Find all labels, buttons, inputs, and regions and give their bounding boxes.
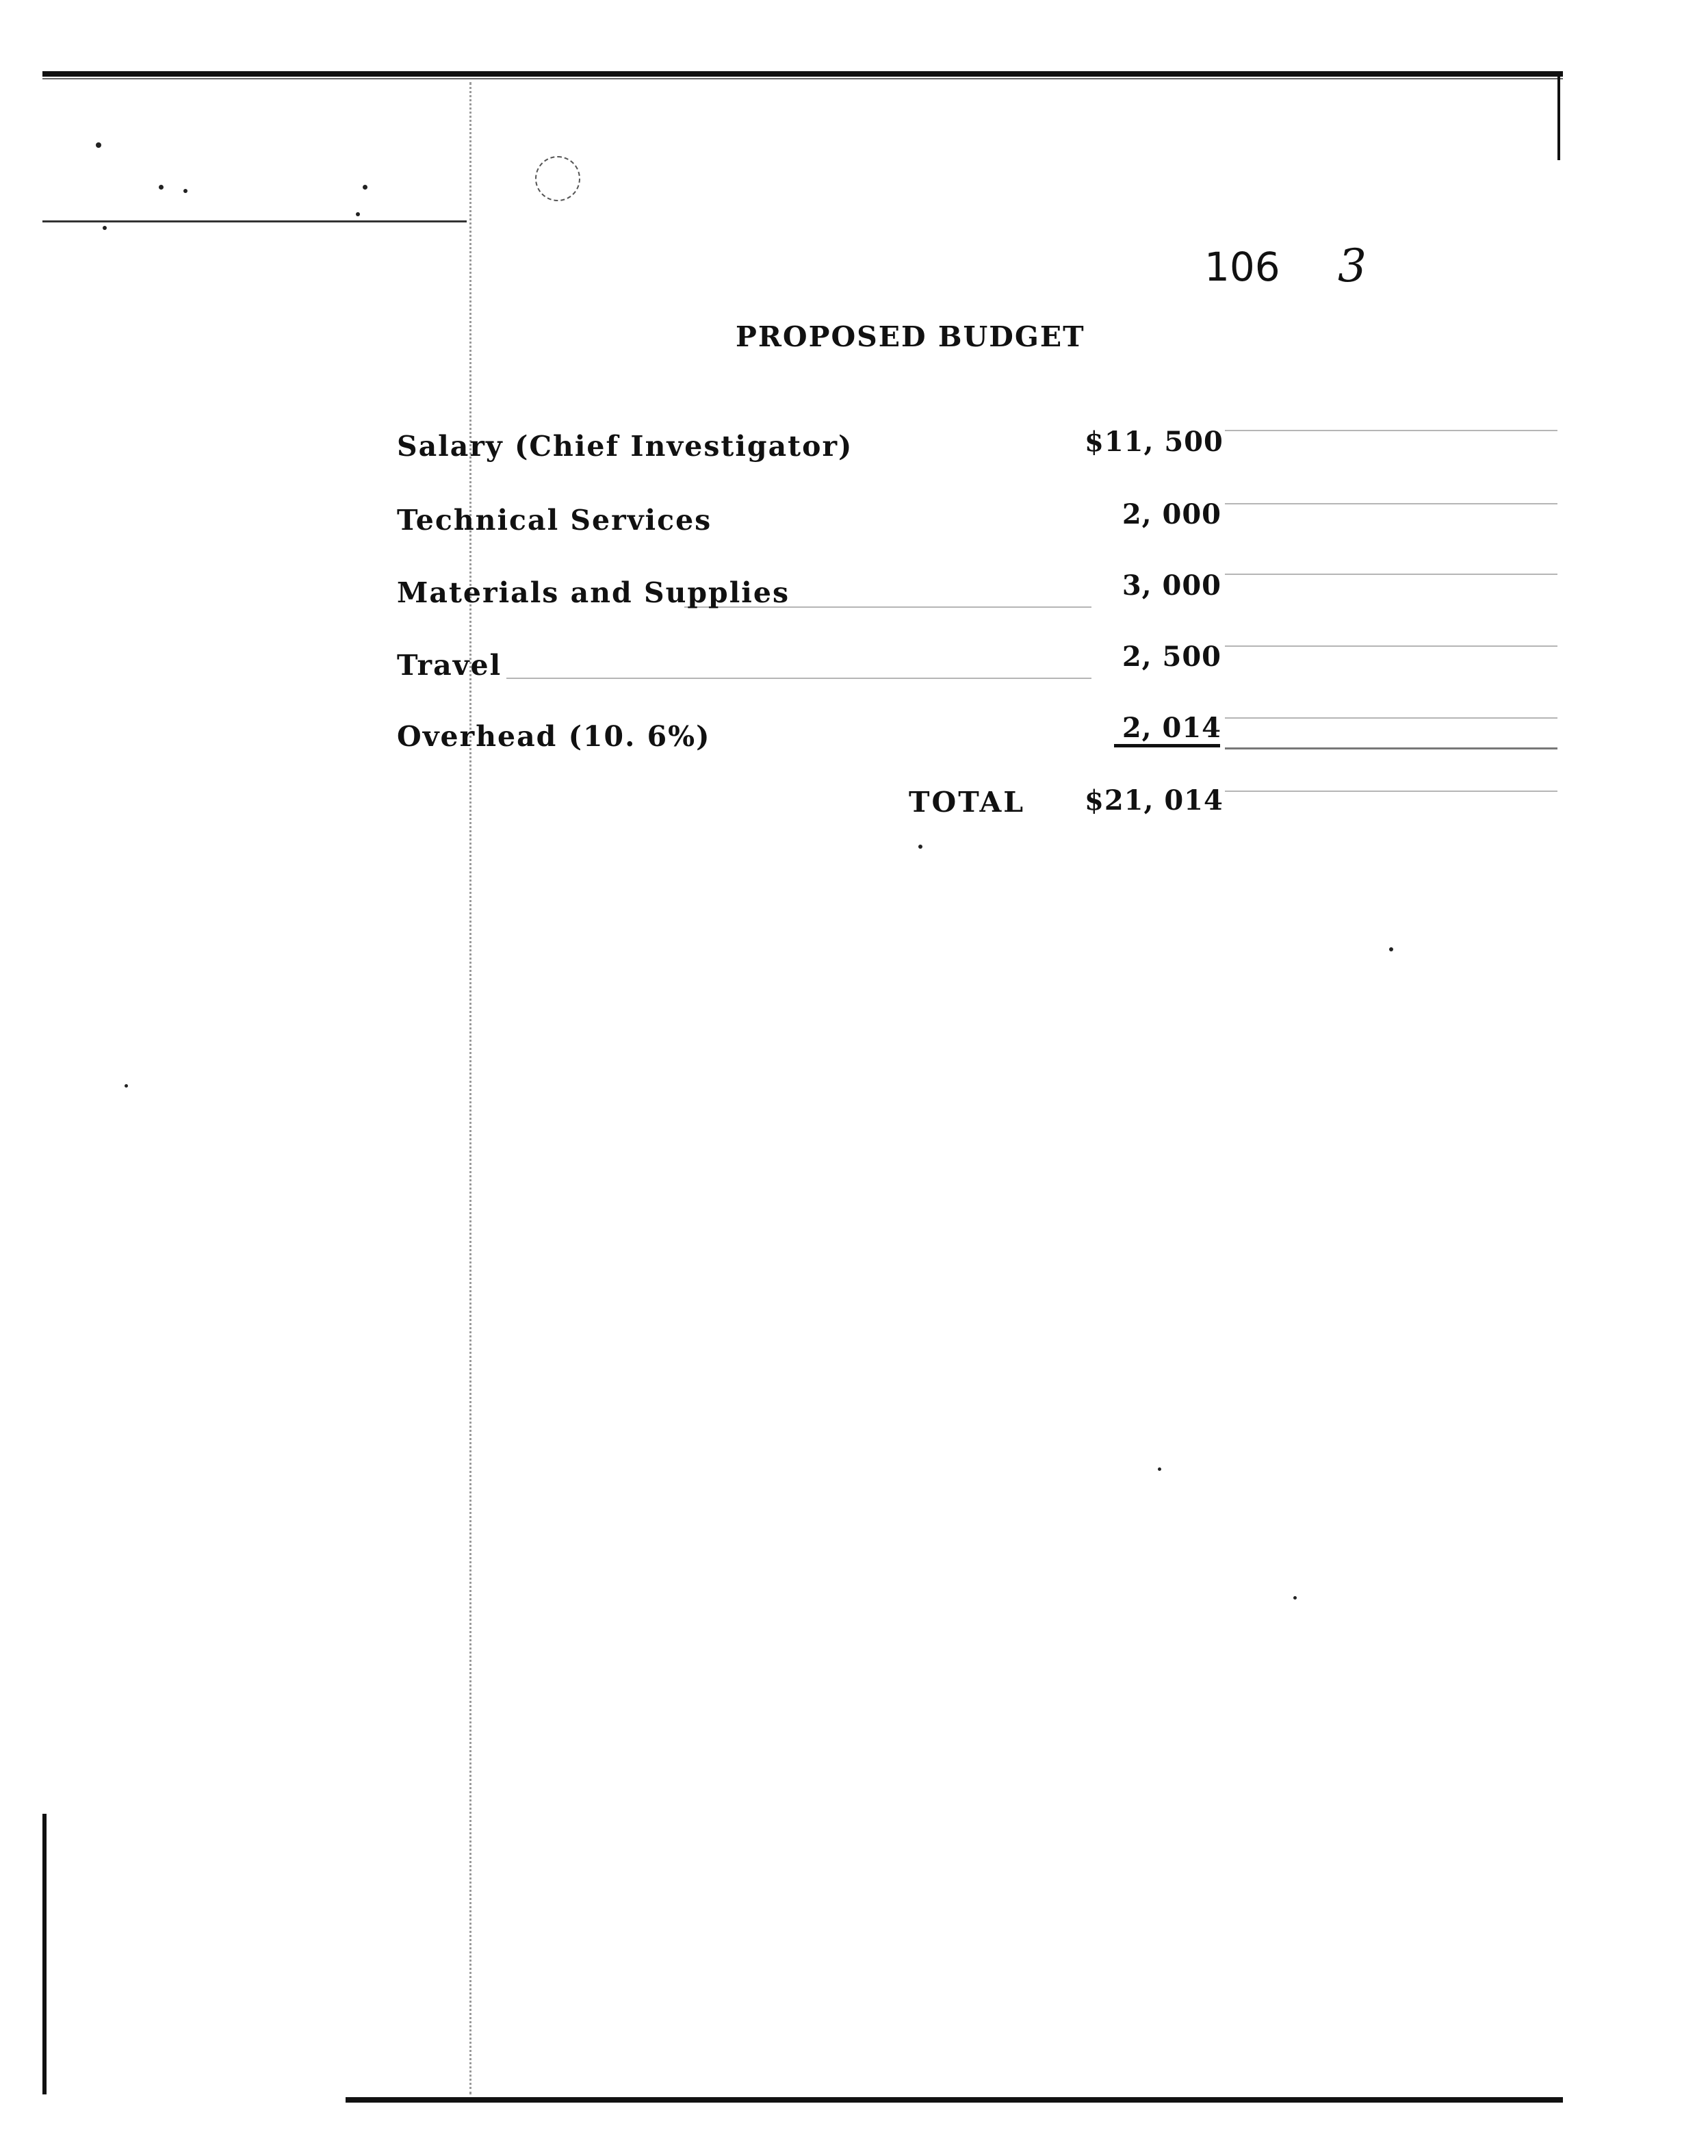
- speck: [96, 142, 101, 148]
- speck: [125, 1084, 128, 1088]
- margin-dotted-line: [469, 82, 471, 2094]
- subtotal-underline: [1114, 744, 1220, 747]
- budget-item-value: 2, 014: [1122, 712, 1221, 744]
- speck: [1293, 1596, 1297, 1600]
- speck: [363, 185, 367, 190]
- page-title: PROPOSED BUDGET: [736, 320, 1085, 353]
- guideline: [506, 678, 1091, 679]
- guideline: [1225, 717, 1557, 719]
- budget-item-value: 3, 000: [1122, 569, 1221, 602]
- budget-item-label: Overhead (10. 6%): [397, 720, 711, 753]
- total-value: $21, 014: [1085, 784, 1224, 817]
- right-border-stub: [1557, 71, 1560, 160]
- guideline: [1225, 791, 1557, 792]
- budget-item-label: Salary (Chief Investigator): [397, 430, 853, 463]
- budget-item-value: $11, 500: [1085, 426, 1224, 458]
- guideline: [1225, 503, 1557, 504]
- left-border: [42, 1814, 47, 2094]
- handwritten-page-mark: 3: [1338, 240, 1367, 292]
- speck: [103, 226, 107, 230]
- bottom-border: [346, 2097, 1563, 2103]
- speck: [918, 845, 922, 849]
- top-border: [42, 71, 1563, 77]
- punch-hole-mark: [535, 156, 580, 201]
- top-border-thin: [42, 78, 1563, 79]
- page-number: 106: [1204, 244, 1280, 290]
- guideline: [1225, 574, 1557, 575]
- speck: [356, 212, 360, 216]
- guideline: [1225, 645, 1557, 647]
- guideline: [1225, 747, 1557, 749]
- budget-item-label: Materials and Supplies: [397, 576, 790, 609]
- budget-item-value: 2, 500: [1122, 641, 1221, 673]
- budget-item-label: Travel: [397, 649, 502, 682]
- speck: [1389, 947, 1393, 951]
- speck: [183, 189, 187, 193]
- left-header-rule: [42, 220, 467, 222]
- speck: [159, 185, 164, 190]
- budget-item-value: 2, 000: [1122, 498, 1221, 530]
- budget-item-label: Technical Services: [397, 504, 712, 537]
- guideline: [1225, 430, 1557, 431]
- total-label: TOTAL: [909, 786, 1026, 819]
- speck: [1158, 1467, 1161, 1471]
